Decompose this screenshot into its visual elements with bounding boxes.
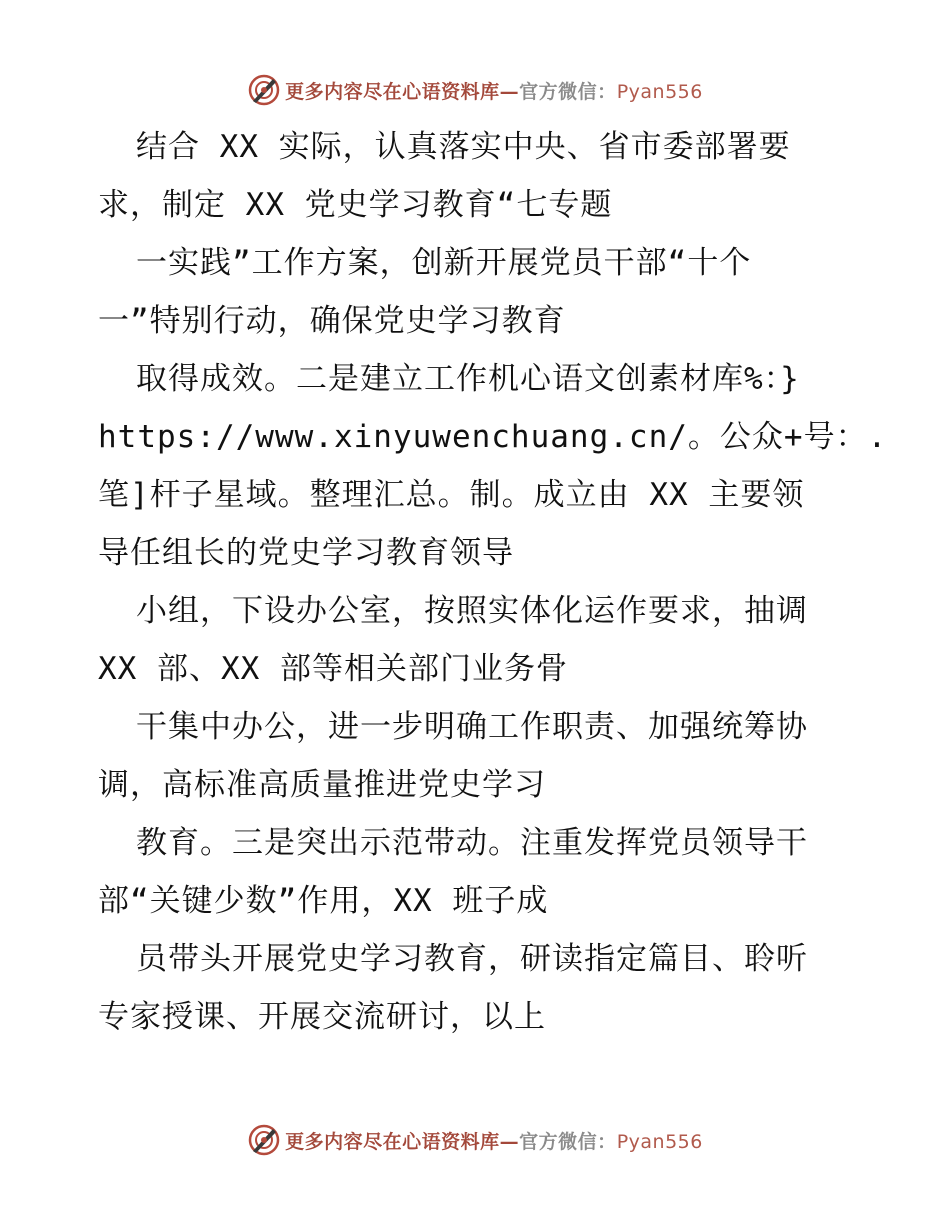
text-line: 专家授课、开展交流研讨，以上 (98, 999, 546, 1035)
text-line: 教育。三是突出示范带动。注重发挥党员领导干 (136, 825, 808, 861)
text-line: 员带头开展党史学习教育，研读指定篇目、聆听 (136, 941, 808, 977)
text-line: 求，制定 XX 党史学习教育“七专题 (98, 187, 613, 223)
text-line: 一”特别行动，确保党史学习教育 (98, 303, 566, 339)
text-line: XX 部、XX 部等相关部门业务骨 (98, 651, 568, 687)
text-line: 小组，下设办公室，按照实体化运作要求，抽调 (136, 593, 808, 629)
banner-main-text: 更多内容尽在心语资料库— (285, 1130, 520, 1153)
banner-wechat-label: 官方微信： (519, 1130, 617, 1153)
text-line: 部“关键少数”作用，XX 班子成 (98, 883, 549, 919)
banner-main-text: 更多内容尽在心语资料库— (285, 80, 520, 103)
text-line: 导任组长的党史学习教育领导 (98, 535, 514, 571)
header-banner (0, 70, 950, 110)
banner-wechat-id: Pyan556 (616, 80, 703, 103)
footer-banner (0, 1120, 950, 1160)
text-line: 结合 XX 实际，认真落实中央、省市委部署要 (136, 129, 791, 165)
text-line: https://www.xinyuwenchuang.cn/。公众+号：. (98, 419, 888, 455)
text-line: 取得成效。二是建立工作机心语文创素材库%：} (136, 361, 800, 397)
text-line: 干集中办公，进一步明确工作职责、加强统筹协 (136, 709, 808, 745)
body-text (98, 118, 888, 1046)
brush-logo-icon (247, 1123, 281, 1157)
banner-wechat-label: 官方微信： (519, 80, 617, 103)
text-line: 调，高标准高质量推进党史学习 (98, 767, 546, 803)
brush-logo-icon (247, 73, 281, 107)
banner-wechat-id: Pyan556 (616, 1130, 703, 1153)
text-line: 一实践”工作方案，创新开展党员干部“十个 (136, 245, 752, 281)
text-line: 笔]杆子星域。整理汇总。制。成立由 XX 主要领 (98, 477, 805, 513)
